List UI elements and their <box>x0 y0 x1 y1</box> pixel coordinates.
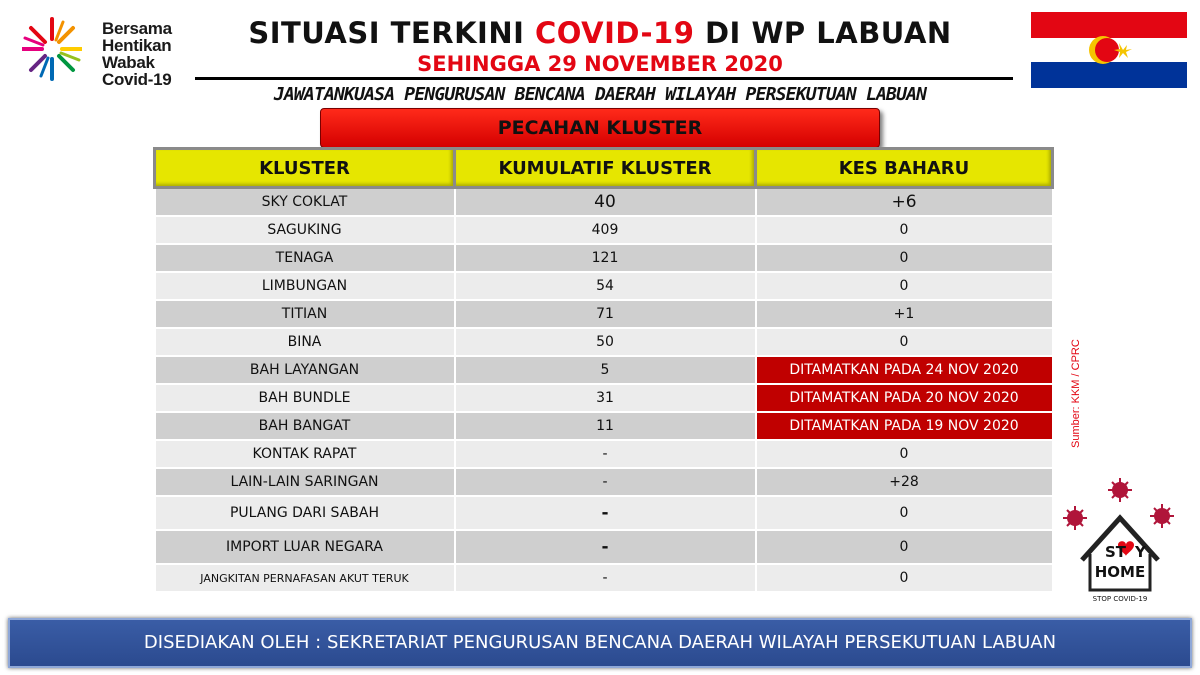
cumulative-value: 5 <box>455 356 756 384</box>
cluster-name: JANGKITAN PERNAFASAN AKUT TERUK <box>155 564 455 592</box>
cumulative-value: - <box>455 530 756 564</box>
cluster-name: BINA <box>155 328 455 356</box>
cluster-name: PULANG DARI SABAH <box>155 496 455 530</box>
table-row <box>155 328 1053 356</box>
cluster-name: TITIAN <box>155 300 455 328</box>
table-row <box>155 440 1053 468</box>
new-cases-value: 0 <box>756 530 1053 564</box>
cluster-closed-status: DITAMATKAN PADA 19 NOV 2020 <box>756 412 1053 440</box>
table-row <box>155 530 1053 564</box>
table-row <box>155 564 1053 592</box>
table-row <box>155 244 1053 272</box>
section-title: PECAHAN KLUSTER <box>320 108 880 148</box>
logo-line: Wabak <box>102 53 155 72</box>
cluster-name: IMPORT LUAR NEGARA <box>155 530 455 564</box>
new-cases-value: +6 <box>756 188 1053 217</box>
new-cases-value: 0 <box>756 272 1053 300</box>
stay-home-icon <box>1060 478 1180 608</box>
column-header-cumulative: KUMULATIF KLUSTER <box>455 149 756 188</box>
new-cases-value: 0 <box>756 328 1053 356</box>
cumulative-value: 40 <box>455 188 756 217</box>
logo-line: Hentikan <box>102 36 172 55</box>
table-row <box>155 496 1053 530</box>
cluster-name: SKY COKLAT <box>155 188 455 217</box>
table-header-row <box>155 149 1053 188</box>
cluster-name: BAH LAYANGAN <box>155 356 455 384</box>
source-text: Sumber: KKM / CPRC <box>1070 339 1082 448</box>
title-suffix: DI WP LABUAN <box>694 16 952 50</box>
cluster-closed-status: DITAMATKAN PADA 24 NOV 2020 <box>756 356 1053 384</box>
cluster-table <box>153 147 1054 593</box>
new-cases-value: +1 <box>756 300 1053 328</box>
cumulative-value: 50 <box>455 328 756 356</box>
bersama-logo <box>22 10 192 88</box>
cumulative-value: - <box>455 468 756 496</box>
title-divider <box>195 77 1013 80</box>
cumulative-value: 54 <box>455 272 756 300</box>
footer-banner: DISEDIAKAN OLEH : SEKRETARIAT PENGURUSAN BENCANA DAERAH WILAYAH PERSEKUTUAN LABUAN <box>8 618 1192 668</box>
cluster-name: LIMBUNGAN <box>155 272 455 300</box>
cumulative-value: 71 <box>455 300 756 328</box>
logo-text <box>102 20 172 88</box>
stay-home-badge <box>1060 478 1180 608</box>
stay-line: ST <box>1105 543 1127 561</box>
stay-line: Y <box>1135 543 1146 561</box>
cluster-name: BAH BUNDLE <box>155 384 455 412</box>
new-cases-value: 0 <box>756 216 1053 244</box>
cumulative-value: - <box>455 564 756 592</box>
table-row <box>155 412 1053 440</box>
title-accent: COVID-19 <box>534 16 695 50</box>
new-cases-value: 0 <box>756 564 1053 592</box>
table-row <box>155 188 1053 217</box>
new-cases-value: +28 <box>756 468 1053 496</box>
cumulative-value: - <box>455 496 756 530</box>
table-row <box>155 216 1053 244</box>
new-cases-value: 0 <box>756 440 1053 468</box>
logo-line: Covid-19 <box>102 70 172 89</box>
new-cases-value: 0 <box>756 244 1053 272</box>
new-cases-value: 0 <box>756 496 1053 530</box>
cumulative-value: 11 <box>455 412 756 440</box>
labuan-flag-icon <box>1031 12 1187 88</box>
table-row <box>155 300 1053 328</box>
cluster-name: LAIN-LAIN SARINGAN <box>155 468 455 496</box>
title-prefix: SITUASI TERKINI <box>248 16 535 50</box>
page-title <box>200 16 1000 50</box>
logo-line: Bersama <box>102 19 172 38</box>
cumulative-value: - <box>455 440 756 468</box>
cumulative-value: 121 <box>455 244 756 272</box>
column-header-new-cases: KES BAHARU <box>756 149 1053 188</box>
table-row <box>155 384 1053 412</box>
table-row <box>155 468 1053 496</box>
table-row <box>155 272 1053 300</box>
cluster-closed-status: DITAMATKAN PADA 20 NOV 2020 <box>756 384 1053 412</box>
cluster-name: BAH BANGAT <box>155 412 455 440</box>
cumulative-value: 31 <box>455 384 756 412</box>
sunburst-icon <box>22 10 82 88</box>
table-row <box>155 356 1053 384</box>
cluster-name: KONTAK RAPAT <box>155 440 455 468</box>
home-line: HOME <box>1094 563 1146 581</box>
page-subtitle: SEHINGGA 29 NOVEMBER 2020 <box>417 52 783 76</box>
stop-covid-tag: STOP COVID-19 <box>1092 595 1148 603</box>
cumulative-value: 409 <box>455 216 756 244</box>
committee-heading: JAWATANKUASA PENGURUSAN BENCANA DAERAH WILAYAH PERSEKUTUAN LABUAN <box>273 84 927 105</box>
cluster-name: TENAGA <box>155 244 455 272</box>
column-header-cluster: KLUSTER <box>155 149 455 188</box>
cluster-name: SAGUKING <box>155 216 455 244</box>
source-note <box>1050 318 1090 448</box>
